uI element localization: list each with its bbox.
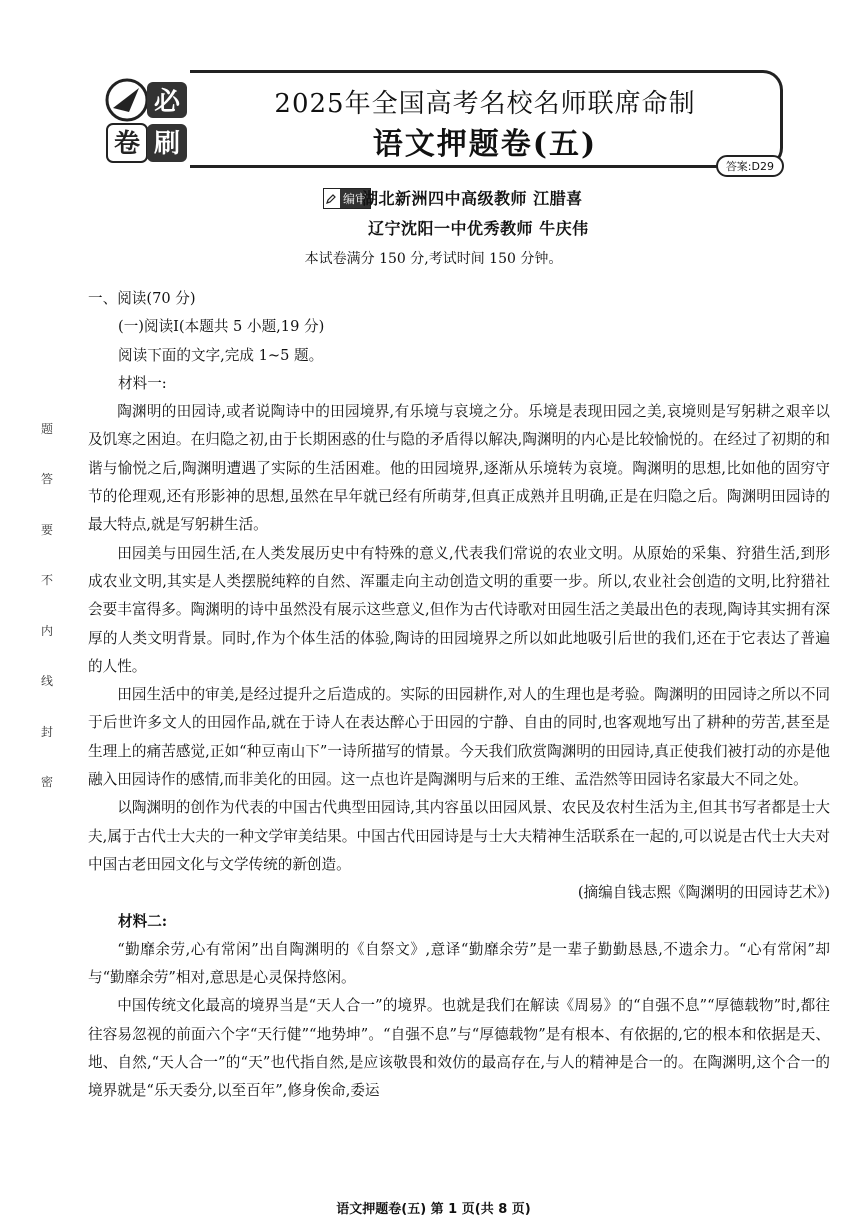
editor-line-2: 辽宁沈阳一中优秀教师 牛庆伟	[368, 219, 589, 238]
title-frame	[190, 70, 783, 173]
exam-info: 本试卷满分 150 分,考试时间 150 分钟。	[304, 251, 563, 267]
paragraph: 田园美与田园生活,在人类发展历史中有特殊的意义,代表我们常说的农业文明。从原始的采集、狩猎生活,到形成农业文明,其实是人类摆脱纯粹的自然、浑噩走向主动创造文明的重要一步。所以,农业社会创造的文明,比狩猎社会要丰富得多。陶渊明的诗中虽然没有展示这些意义,但作为古代诗歌对田园生活之美最出色的表现,陶诗其实拥有深厚的人类文明背景。同时,作为个体生活的体验,陶诗的田园境界之所以如此地吸引后世的我们,还在于它表达了普遍的人性。	[88, 544, 830, 675]
material-2-label: 材料二:	[118, 912, 168, 930]
material-1-label: 材料一:	[118, 374, 167, 392]
answer-code-tag: 答案:D29	[716, 155, 784, 177]
exam-series-title: 2025年全国高考名校名师联席命制	[274, 89, 696, 119]
paragraph: 中国传统文化最高的境界当是“天人合一”的境界。也就是我们在解读《周易》的“自强不息”“厚德载物”时,都往往容易忽视的前面六个字“天行健”“地势坤”。“自强不息”与“厚德载物”是有根本、有依据的,它的根本和依据是天、地、自然,“天人合一”的“天”也代指自然,是应该敬畏和效仿的最高存在,与人的精神是合一的。在陶渊明,这个合一的境界就是“乐天委分,以至百年”,修身俟命,委运	[88, 997, 830, 1100]
seal-char: 要	[40, 522, 53, 537]
logo-char-shua: 刷	[153, 129, 181, 159]
seal-char: 密	[40, 774, 53, 789]
seal-line-notice	[38, 420, 56, 790]
editor-line-1: 湖北新洲四中高级教师 江腊喜	[362, 189, 583, 208]
paragraph: 田园生活中的审美,是经过提升之后造成的。实际的田园耕作,对人的生理也是考验。陶渊明的田园诗之所以不同于后世许多文人的田园作品,就在于诗人在表达醉心于田园的宁静、自由的同时,也客观地写出了耕种的劳苦,甚至是生理上的痛苦感觉,正如“种豆南山下”一诗所描写的情景。今天我们欣赏陶渊明的田园诗,真正使我们被打动的亦是他融入田园诗作的感情,而非美化的田园。这一点也许是陶渊明与后来的王维、孟浩然等田园诗名家最大不同之处。	[88, 686, 830, 789]
pencil-icon	[326, 194, 336, 204]
subsection-heading: (一)阅读Ⅰ(本题共 5 小题,19 分)	[118, 318, 325, 336]
logo-char-bi: 必	[153, 87, 181, 117]
seal-char: 答	[40, 472, 53, 487]
seal-char: 题	[40, 422, 53, 436]
page-footer: 语文押题卷(五) 第 1 页(共 8 页)	[336, 1202, 531, 1217]
seal-char: 内	[40, 623, 53, 638]
paragraph: 以陶渊明的创作为代表的中国古代典型田园诗,其内容虽以田园风景、农民及农村生活为主,但其书写者都是士大夫,属于古代士大夫的一种文学审美结果。中国古代田园诗是与士大夫精神生活联系在一起的,可以说是古代士大夫对中国古老田园文化与文学传统的新创造。	[88, 799, 830, 873]
exam-body	[88, 285, 830, 1106]
paragraph: 陶渊明的田园诗,或者说陶诗中的田园境界,有乐境与哀境之分。乐境是表现田园之美,哀境则是写躬耕之艰辛以及饥寒之困迫。在归隐之初,由于长期困惑的仕与隐的矛盾得以解决,陶渊明的内心是比较愉悦的。在经过了初期的和谐与愉悦之后,陶渊明遭遇了实际的生活困难。他的田园境界,逐渐从乐境转为哀境。陶渊明的思想,比如他的固穷守节的伦理观,还有形影神的思想,虽然在早年就已经有所萌芽,但真正成熟并且明确,正是在归隐之后。陶渊明田园诗的最大特点,就是写躬耕生活。	[88, 403, 830, 534]
paper-title: 语文押题卷(五)	[372, 127, 598, 162]
instruction: 阅读下面的文字,完成 1~5 题。	[118, 346, 324, 364]
seal-char: 不	[40, 573, 53, 588]
section-heading: 一、阅读(70 分)	[88, 290, 196, 307]
logo-char-juan: 卷	[113, 129, 141, 159]
seal-char: 线	[40, 674, 53, 689]
editor-badge-label: 编审	[340, 189, 370, 208]
source-citation: (摘编自钱志熙《陶渊明的田园诗艺术》)	[577, 884, 830, 902]
seal-char: 封	[40, 724, 53, 739]
paragraph: “勤靡余劳,心有常闲”出自陶渊明的《自祭文》,意译“勤靡余劳”是一辈子勤勤恳恳,不遗余力。“心有常闲”却与“勤靡余劳”相对,意思是心灵保持悠闲。	[88, 940, 830, 987]
brand-logo	[103, 78, 193, 166]
